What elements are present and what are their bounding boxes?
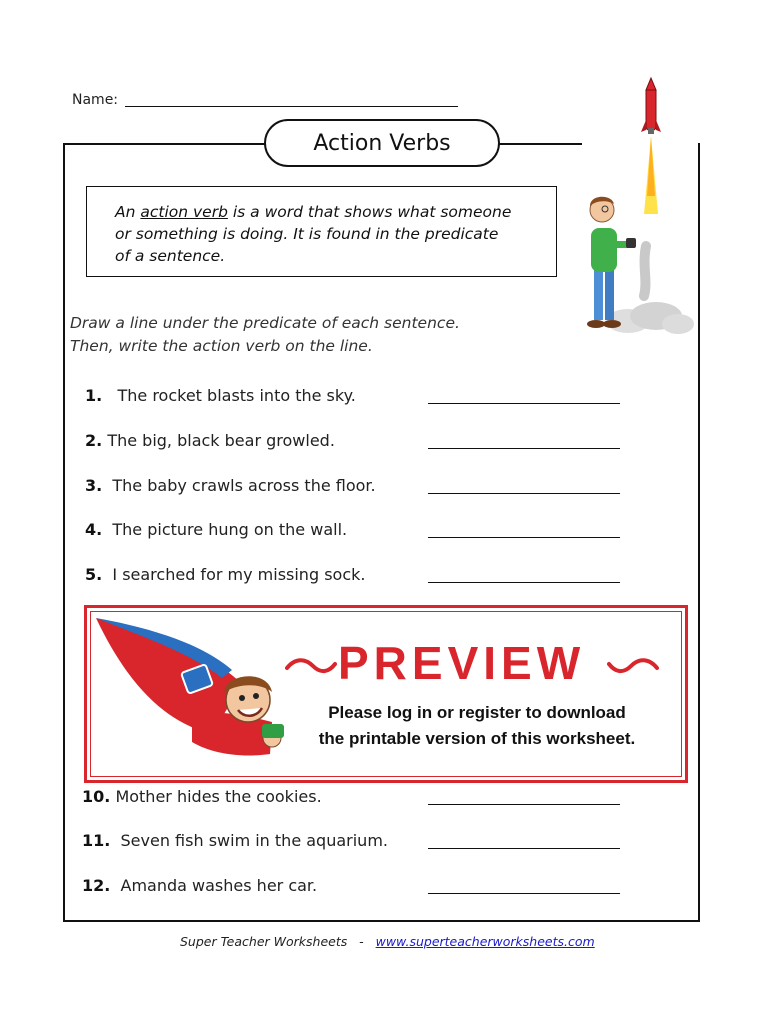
definition-text: An action verb is a word that shows what someone or something is doing. It is found in the predicate of a sentence. — [115, 203, 512, 265]
footer-url-link[interactable]: www.superteacherworksheets.com — [375, 934, 595, 949]
instructions: Draw a line under the predicate of each sentence. Then, write the action verb on the line. — [70, 314, 460, 355]
footer: Super Teacher Worksheets - www.superteacherworksheets.com — [180, 934, 595, 949]
question-11: 11. Seven fish swim in the aquarium. — [82, 831, 388, 850]
answer-line-2[interactable] — [428, 448, 620, 449]
page-title: Action Verbs — [313, 130, 451, 156]
answer-line-5[interactable] — [428, 582, 620, 583]
answer-line-3[interactable] — [428, 493, 620, 494]
swirl-left-icon — [285, 656, 337, 676]
answer-line-11[interactable] — [428, 848, 620, 849]
question-12: 12. Amanda washes her car. — [82, 876, 318, 895]
question-2: 2. The big, black bear growled. — [85, 431, 335, 450]
answer-line-10[interactable] — [428, 804, 620, 805]
preview-title: PREVIEW — [338, 637, 586, 689]
name-answer-line[interactable] — [125, 106, 458, 107]
answer-line-1[interactable] — [428, 403, 620, 404]
answer-line-4[interactable] — [428, 537, 620, 538]
answer-line-12[interactable] — [428, 893, 620, 894]
question-10: 10. Mother hides the cookies. — [82, 787, 322, 806]
superhero-mascot-illustration — [92, 614, 292, 774]
name-label: Name: — [72, 92, 119, 108]
question-4: 4. The picture hung on the wall. — [85, 520, 348, 539]
preview-message: Please log in or register to download the printable version of this worksheet. — [318, 703, 636, 748]
boy-with-remote-illustration — [578, 186, 698, 336]
footer-brand: Super Teacher Worksheets — [180, 934, 348, 949]
worksheet-title-pill — [264, 119, 500, 167]
question-3: 3. The baby crawls across the floor. — [85, 476, 376, 495]
swirl-right-icon — [607, 656, 659, 676]
definition-term: action verb — [140, 203, 228, 221]
question-5: 5. I searched for my missing sock. — [85, 565, 366, 584]
question-1: 1. The rocket blasts into the sky. — [85, 386, 356, 405]
